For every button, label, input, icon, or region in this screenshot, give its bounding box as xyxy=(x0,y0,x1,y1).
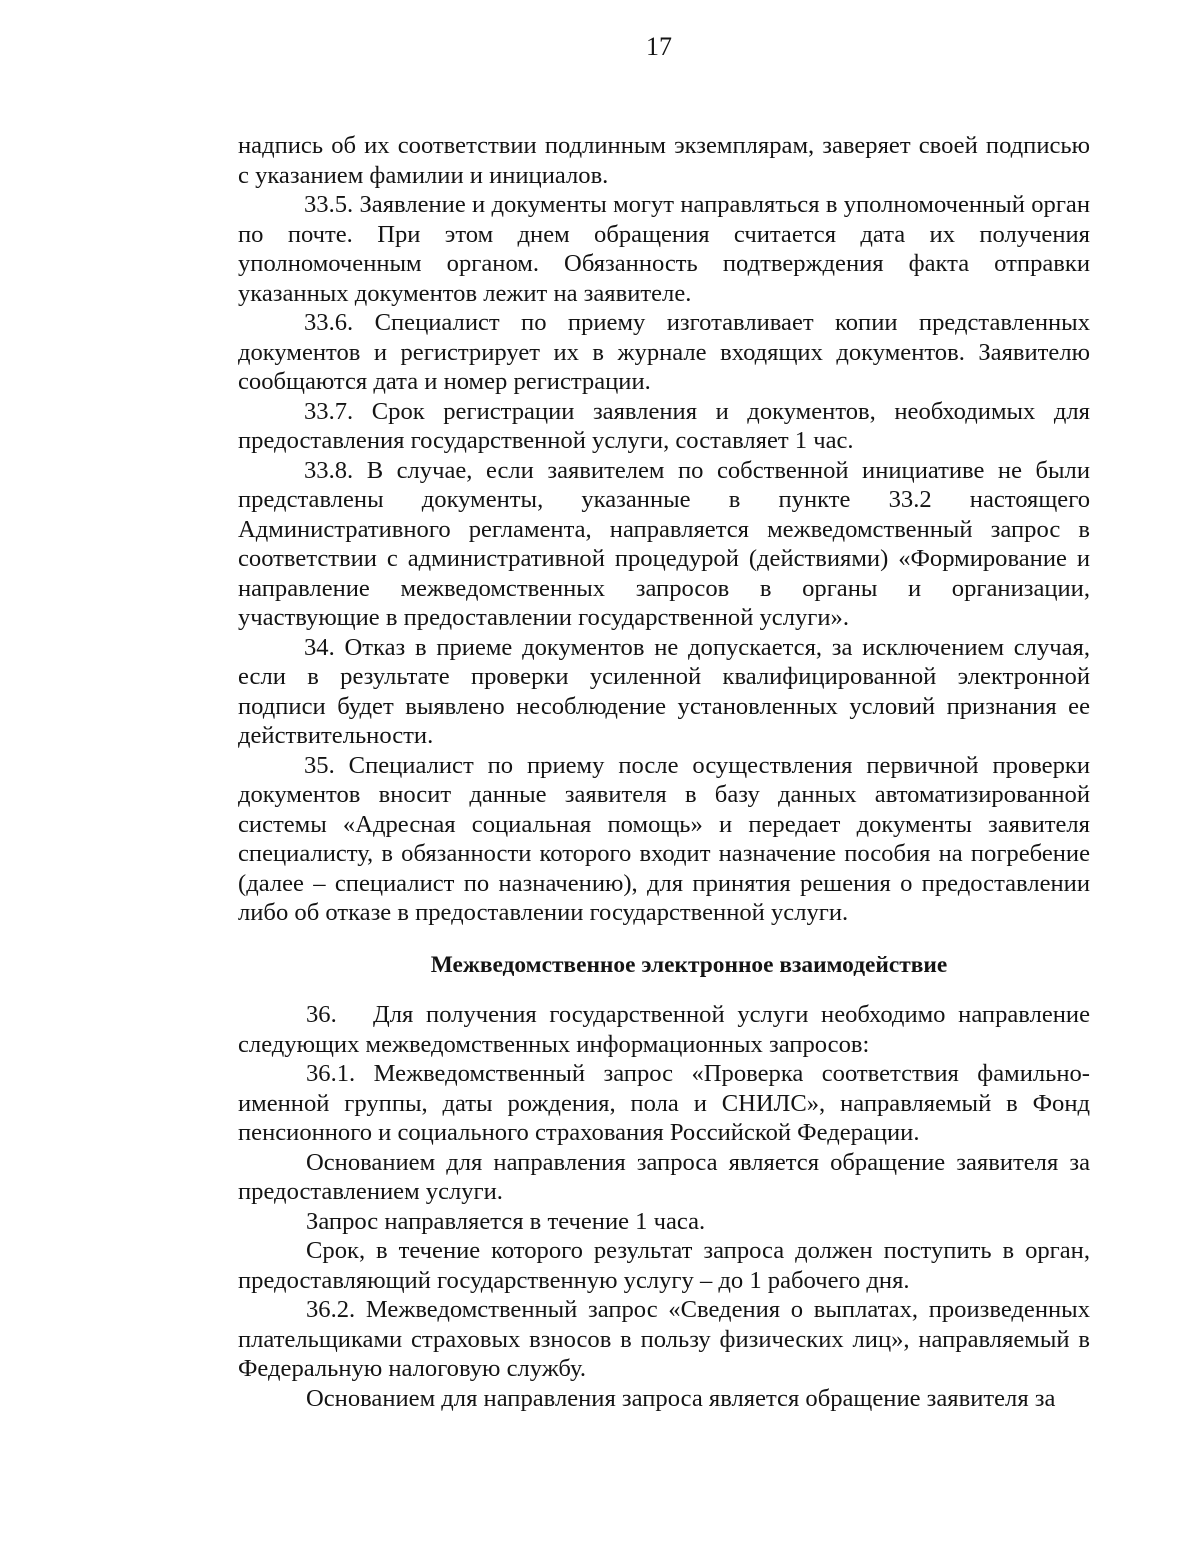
section-heading: Межведомственное электронное взаимодействие xyxy=(430,951,948,978)
paragraph-36-1-basis: Основанием для направления запроса является обращение заявителя за предоставлением услуги. xyxy=(238,1148,1090,1205)
paragraph-33-8: 33.8. В случае, если заявителем по собственной инициативе не были представлены документы, указанные в пункте 33.2 настоящего Административного регламента, направляется межведомственный запрос в соответствии с административной процедурой (действиями) «Формирование и направление межведомственных запросов в органы и организации, участвующие в предоставлении государственной услуги». xyxy=(238,456,1090,631)
paragraph-33-5: 33.5. Заявление и документы могут направляться в уполномоченный орган по почте. При этом днем обращения считается дата их получения уполномоченным органом. Обязанность подтверждения факта отправки указанных документов лежит на заявителе. xyxy=(238,191,1090,307)
paragraph-36-number: 36. xyxy=(306,1001,337,1028)
paragraph-36-1: 36.1. Межведомственный запрос «Проверка соответствия фамильно-именной группы, даты рождения, пола и СНИЛС», направляемый в Фонд пенсионного и социального страхования Российской Федерации. xyxy=(238,1060,1090,1146)
paragraph-36 xyxy=(238,1000,1090,1059)
paragraph-36-1-deadline: Срок, в течение которого результат запроса должен поступить в орган, предоставляющий государственную услугу – до 1 рабочего дня. xyxy=(238,1237,1090,1294)
paragraph-36-text: Для получения государственной услуги необходимо направление следующих межведомственных информационных запросов: xyxy=(238,1001,1090,1058)
page-number: 17 xyxy=(646,32,672,61)
paragraph-33-6: 33.6. Специалист по приему изготавливает копии представленных документов и регистрирует их в журнале входящих документов. Заявителю сообщаются дата и номер регистрации. xyxy=(238,309,1090,395)
paragraph-34: 34. Отказ в приеме документов не допускается, за исключением случая, если в результате проверки усиленной квалифицированной электронной подписи будет выявлено несоблюдение установленных условий признания ее действительности. xyxy=(238,633,1090,749)
paragraph-36-2-basis: Основанием для направления запроса является обращение заявителя за xyxy=(306,1384,1056,1412)
paragraph-36-1-time: Запрос направляется в течение 1 часа. xyxy=(306,1207,706,1235)
paragraph-33-7: 33.7. Срок регистрации заявления и документов, необходимых для предоставления государственной услуги, составляет 1 час. xyxy=(238,397,1090,454)
paragraph-36-2: 36.2. Межведомственный запрос «Сведения о выплатах, произведенных плательщиками страховых взносов в пользу физических лиц», направляемый в Федеральную налоговую службу. xyxy=(238,1296,1090,1382)
document-body xyxy=(238,131,1090,1413)
paragraph-35: 35. Специалист по приему после осуществления первичной проверки документов вносит данные заявителя в базу данных автоматизированной системы «Адресная социальная помощь» и передает документы заявителя специалисту, в обязанности которого входит назначение пособия на погребение (далее – специалист по назначению), для принятия решения о предоставлении либо об отказе в предоставлении государственной услуги. xyxy=(238,751,1090,926)
paragraph-continuation: надпись об их соответствии подлинным экземплярам, заверяет своей подписью с указанием фамилии и инициалов. xyxy=(238,132,1090,189)
